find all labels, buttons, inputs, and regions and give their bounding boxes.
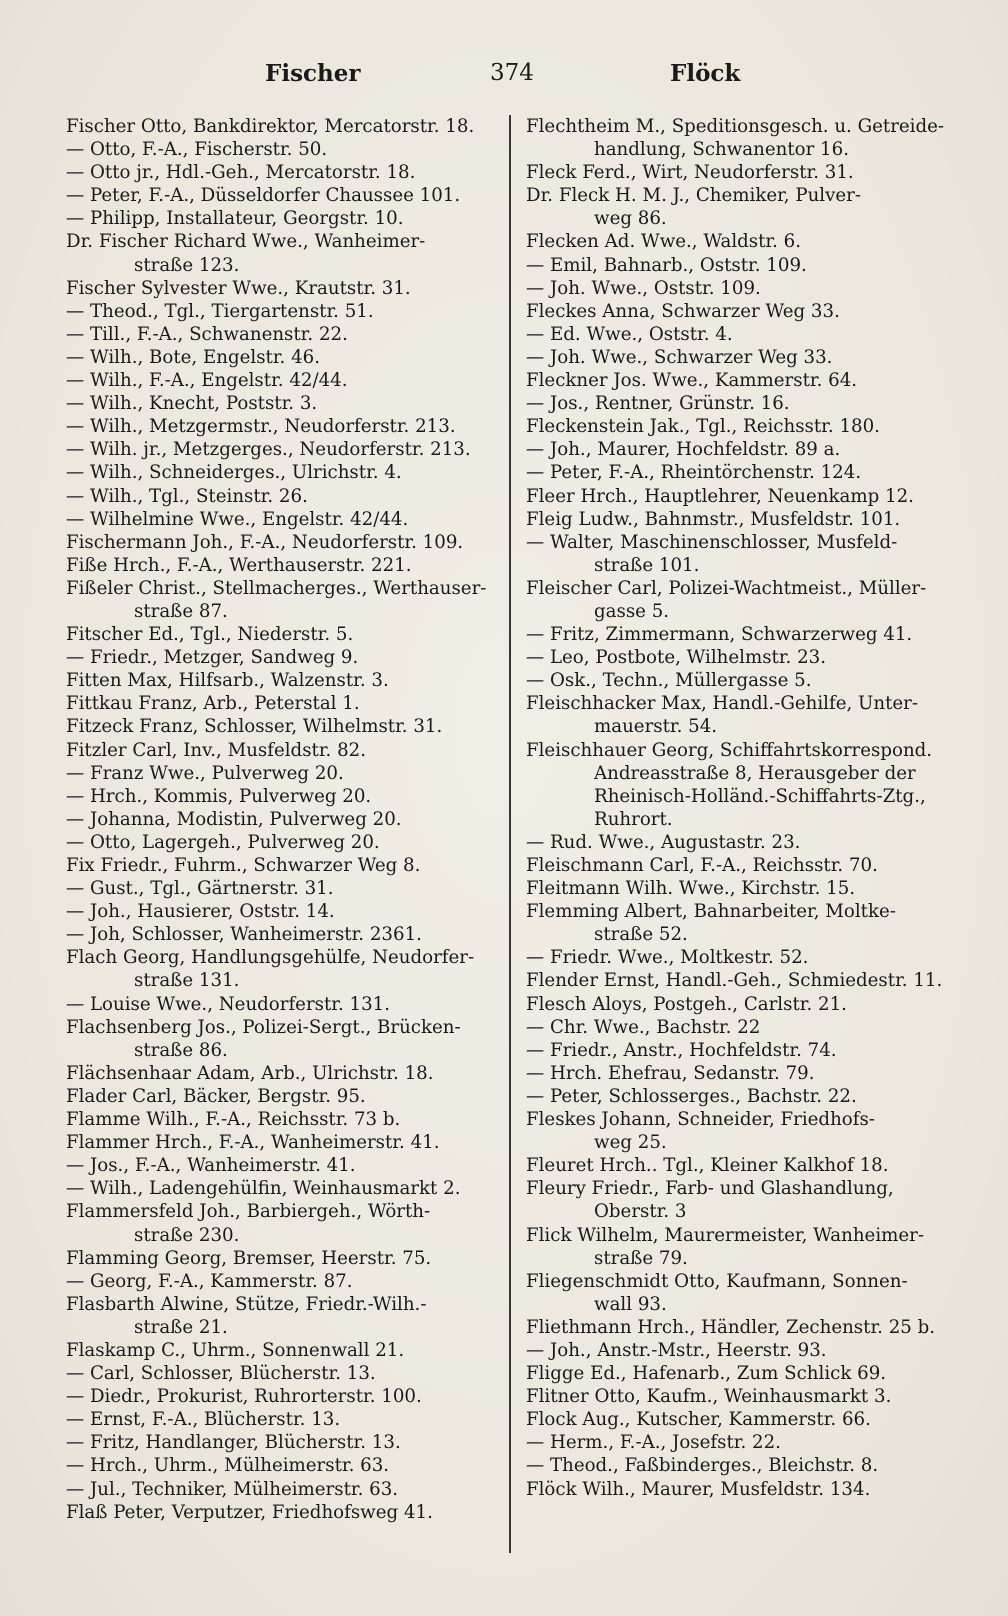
directory-entry: — Otto, F.-A., Fischerstr. 50. xyxy=(66,139,328,161)
header-right-keyword: Flöck xyxy=(670,60,741,87)
directory-entry: — Joh, Schlosser, Wanheimerstr. 2361. xyxy=(66,924,422,946)
directory-entry: — Friedr. Wwe., Moltkestr. 52. xyxy=(526,947,809,969)
directory-entry: Flaskamp C., Uhrm., Sonnenwall 21. xyxy=(66,1339,405,1361)
directory-entry: — Carl, Schlosser, Blücherstr. 13. xyxy=(66,1363,376,1385)
header-left-keyword: Fischer xyxy=(265,60,361,87)
directory-entry: Fliegenschmidt Otto, Kaufmann, Sonnen- xyxy=(526,1270,908,1292)
entry-continuation: straße 230. xyxy=(134,1224,240,1246)
directory-entry: — Friedr., Metzger, Sandweg 9. xyxy=(66,647,359,669)
entry-continuation: Rheinisch-Holländ.-Schiffahrts-Ztg., xyxy=(594,785,926,807)
directory-entry: — Otto jr., Hdl.-Geh., Mercatorstr. 18. xyxy=(66,162,416,184)
directory-entry: Flemming Albert, Bahnarbeiter, Moltke- xyxy=(526,901,896,923)
directory-entry: Fligge Ed., Hafenarb., Zum Schlick 69. xyxy=(526,1363,887,1385)
directory-entry: Flasbarth Alwine, Stütze, Friedr.-Wilh.- xyxy=(66,1293,427,1315)
directory-entry: Flender Ernst, Handl.-Geh., Schmiedestr. 11. xyxy=(526,970,943,992)
directory-entry: Fittkau Franz, Arb., Peterstal 1. xyxy=(66,693,360,715)
entry-continuation: Andreasstraße 8, Herausgeber der xyxy=(594,762,916,784)
left-column xyxy=(66,115,492,1524)
directory-entry: — Hrch. Ehefrau, Sedanstr. 79. xyxy=(526,1062,815,1084)
directory-entry: Fleckner Jos. Wwe., Kammerstr. 64. xyxy=(526,370,858,392)
directory-entry: Fischer Sylvester Wwe., Krautstr. 31. xyxy=(66,277,411,299)
directory-entry: Fleischer Carl, Polizei-Wachtmeist., Müller- xyxy=(526,577,927,599)
directory-entry: Fitzler Carl, Inv., Musfeldstr. 82. xyxy=(66,739,367,761)
directory-entry: — Georg, F.-A., Kammerstr. 87. xyxy=(66,1270,353,1292)
directory-entry: — Ernst, F.-A., Blücherstr. 13. xyxy=(66,1409,341,1431)
entry-continuation: straße 86. xyxy=(134,1039,228,1061)
directory-entry: Flesch Aloys, Postgeh., Carlstr. 21. xyxy=(526,993,847,1015)
directory-entry: — Jos., Rentner, Grünstr. 16. xyxy=(526,393,790,415)
directory-entry: Fitten Max, Hilfsarb., Walzenstr. 3. xyxy=(66,670,389,692)
directory-entry: — Wilh., Bote, Engelstr. 46. xyxy=(66,346,321,368)
directory-entry: Fleck Ferd., Wirt, Neudorferstr. 31. xyxy=(526,162,854,184)
directory-entry: — Wilh., Ladengehülfin, Weinhausmarkt 2. xyxy=(66,1178,461,1200)
directory-entry: Flecken Ad. Wwe., Waldstr. 6. xyxy=(526,231,802,253)
entry-continuation: straße 52. xyxy=(594,924,688,946)
directory-entry: Fleckenstein Jak., Tgl., Reichsstr. 180. xyxy=(526,416,880,438)
directory-entry: — Chr. Wwe., Bachstr. 22 xyxy=(526,1016,761,1038)
directory-entry: Fischer Otto, Bankdirektor, Mercatorstr. 18. xyxy=(66,116,475,137)
directory-entry: — Hrch., Kommis, Pulverweg 20. xyxy=(66,785,372,807)
directory-entry: — Till., F.-A., Schwanenstr. 22. xyxy=(66,323,348,345)
directory-entry: Flachsenberg Jos., Polizei-Sergt., Brücken- xyxy=(66,1016,461,1038)
entry-continuation: straße 123. xyxy=(134,254,240,276)
directory-entry: Fleskes Johann, Schneider, Friedhofs- xyxy=(526,1109,875,1131)
directory-entry: Fleury Friedr., Farb- und Glashandlung, xyxy=(526,1178,894,1200)
right-column xyxy=(526,115,964,1501)
directory-entry: Fliethmann Hrch., Händler, Zechenstr. 25 b. xyxy=(526,1316,936,1338)
directory-entry: — Wilh., Schneiderges., Ulrichstr. 4. xyxy=(66,462,402,484)
directory-entry: Flamme Wilh., F.-A., Reichsstr. 73 b. xyxy=(66,1109,401,1131)
directory-entry: Flammersfeld Joh., Barbiergeh., Wörth- xyxy=(66,1201,431,1223)
page-header xyxy=(60,60,960,100)
directory-entry: — Fritz, Zimmermann, Schwarzerweg 41. xyxy=(526,624,913,646)
directory-entry: — Leo, Postbote, Wilhelmstr. 23. xyxy=(526,647,827,669)
directory-entry: — Joh. Wwe., Schwarzer Weg 33. xyxy=(526,346,833,368)
directory-entry: — Joh. Wwe., Oststr. 109. xyxy=(526,277,761,299)
directory-entry: — Rud. Wwe., Augustastr. 23. xyxy=(526,831,801,853)
directory-entry: Fleckes Anna, Schwarzer Weg 33. xyxy=(526,300,840,322)
entry-continuation: straße 101. xyxy=(594,554,700,576)
entry-continuation: handlung, Schwanentor 16. xyxy=(594,139,849,161)
directory-entry: Fleuret Hrch.. Tgl., Kleiner Kalkhof 18. xyxy=(526,1155,889,1177)
directory-entry: — Wilh., Tgl., Steinstr. 26. xyxy=(66,485,308,507)
directory-entry: — Joh., Anstr.-Mstr., Heerstr. 93. xyxy=(526,1339,827,1361)
directory-entry: — Herm., F.-A., Josefstr. 22. xyxy=(526,1432,781,1454)
directory-entry: Fißeler Christ., Stellmacherges., Werthauser- xyxy=(66,577,487,599)
directory-entry: Flechtheim M., Speditionsgesch. u. Getreide- xyxy=(526,116,945,137)
directory-entry: Fitscher Ed., Tgl., Niederstr. 5. xyxy=(66,624,354,646)
directory-entry: — Friedr., Anstr., Hochfeldstr. 74. xyxy=(526,1039,837,1061)
directory-entry: Flächsenhaar Adam, Arb., Ulrichstr. 18. xyxy=(66,1062,434,1084)
entry-continuation: straße 79. xyxy=(594,1247,688,1269)
entry-continuation: weg 25. xyxy=(594,1132,667,1154)
directory-entry: — Ed. Wwe., Oststr. 4. xyxy=(526,323,733,345)
entry-continuation: straße 87. xyxy=(134,600,228,622)
directory-entry: — Otto, Lagergeh., Pulverweg 20. xyxy=(66,831,380,853)
directory-entry: — Osk., Techn., Müllergasse 5. xyxy=(526,670,812,692)
directory-entry: Dr. Fischer Richard Wwe., Wanheimer- xyxy=(66,231,426,253)
directory-entry: — Fritz, Handlanger, Blücherstr. 13. xyxy=(66,1432,401,1454)
directory-entry: — Hrch., Uhrm., Mülheimerstr. 63. xyxy=(66,1455,390,1477)
entry-continuation: Ruhrort. xyxy=(594,808,673,830)
directory-entry: Flöck Wilh., Maurer, Musfeldstr. 134. xyxy=(526,1478,871,1500)
directory-entry: — Louise Wwe., Neudorferstr. 131. xyxy=(66,993,391,1015)
directory-entry: Fischermann Joh., F.-A., Neudorferstr. 109. xyxy=(66,531,464,553)
directory-entry: Flick Wilhelm, Maurermeister, Wanheimer- xyxy=(526,1224,924,1246)
directory-entry: Flach Georg, Handlungsgehülfe, Neudorfer- xyxy=(66,947,475,969)
column-divider xyxy=(509,115,511,1553)
directory-entry: — Wilhelmine Wwe., Engelstr. 42/44. xyxy=(66,508,409,530)
entry-continuation: mauerstr. 54. xyxy=(594,716,718,738)
directory-entry: — Diedr., Prokurist, Ruhrorterstr. 100. xyxy=(66,1386,422,1408)
directory-entry: — Wilh., Metzgermstr., Neudorferstr. 213. xyxy=(66,416,456,438)
directory-entry: Fleig Ludw., Bahnmstr., Musfeldstr. 101. xyxy=(526,508,901,530)
directory-entry: — Jul., Techniker, Mülheimerstr. 63. xyxy=(66,1478,399,1500)
directory-entry: — Johanna, Modistin, Pulverweg 20. xyxy=(66,808,402,830)
directory-entry: — Wilh. jr., Metzgerges., Neudorferstr. 213. xyxy=(66,439,471,461)
directory-entry: Flamming Georg, Bremser, Heerstr. 75. xyxy=(66,1247,432,1269)
directory-entry: Fleischhauer Georg, Schiffahrtskorrespond. xyxy=(526,739,933,761)
directory-entry: Fix Friedr., Fuhrm., Schwarzer Weg 8. xyxy=(66,855,421,876)
directory-entry: — Joh., Hausierer, Oststr. 14. xyxy=(66,901,335,923)
entry-continuation: straße 21. xyxy=(134,1316,228,1338)
directory-entry: — Jos., F.-A., Wanheimerstr. 41. xyxy=(66,1155,356,1177)
entry-continuation: wall 93. xyxy=(594,1293,667,1315)
entry-continuation: Oberstr. 3 xyxy=(594,1201,687,1223)
page-number: 374 xyxy=(490,60,534,86)
directory-entry: — Theod., Tgl., Tiergartenstr. 51. xyxy=(66,300,374,322)
directory-entry: — Peter, F.-A., Rheintörchenstr. 124. xyxy=(526,462,862,484)
directory-entry: — Joh., Maurer, Hochfeldstr. 89 a. xyxy=(526,439,841,461)
directory-entry: Dr. Fleck H. M. J., Chemiker, Pulver- xyxy=(526,185,861,207)
directory-entry: Flader Carl, Bäcker, Bergstr. 95. xyxy=(66,1085,366,1107)
directory-entry: Fleitmann Wilh. Wwe., Kirchstr. 15. xyxy=(526,878,856,900)
directory-entry: Fleischmann Carl, F.-A., Reichsstr. 70. xyxy=(526,855,878,876)
directory-entry: — Wilh., Knecht, Poststr. 3. xyxy=(66,393,318,415)
directory-entry: — Theod., Faßbinderges., Bleichstr. 8. xyxy=(526,1455,879,1477)
directory-entry: Fleer Hrch., Hauptlehrer, Neuenkamp 12. xyxy=(526,485,914,507)
entry-continuation: weg 86. xyxy=(594,208,667,230)
directory-entry: — Peter, Schlosserges., Bachstr. 22. xyxy=(526,1085,857,1107)
directory-entry: Flammer Hrch., F.-A., Wanheimerstr. 41. xyxy=(66,1132,440,1154)
entry-continuation: gasse 5. xyxy=(594,600,670,622)
directory-entry: Fleischhacker Max, Handl.-Gehilfe, Unter- xyxy=(526,693,918,715)
directory-entry: — Walter, Maschinenschlosser, Musfeld- xyxy=(526,531,898,553)
directory-entry: Flitner Otto, Kaufm., Weinhausmarkt 3. xyxy=(526,1386,892,1408)
directory-entry: — Wilh., F.-A., Engelstr. 42/44. xyxy=(66,370,348,392)
entry-continuation: straße 131. xyxy=(134,970,240,992)
directory-entry: Fiße Hrch., F.-A., Werthauserstr. 221. xyxy=(66,554,412,576)
directory-entry: Flaß Peter, Verputzer, Friedhofsweg 41. xyxy=(66,1501,433,1523)
directory-entry: — Gust., Tgl., Gärtnerstr. 31. xyxy=(66,878,334,900)
directory-entry: — Philipp, Installateur, Georgstr. 10. xyxy=(66,208,404,230)
directory-entry: — Franz Wwe., Pulverweg 20. xyxy=(66,762,344,784)
directory-entry: — Peter, F.-A., Düsseldorfer Chaussee 101. xyxy=(66,185,461,207)
directory-entry: Fitzeck Franz, Schlosser, Wilhelmstr. 31. xyxy=(66,716,443,738)
directory-entry: Flock Aug., Kutscher, Kammerstr. 66. xyxy=(526,1409,871,1431)
directory-entry: — Emil, Bahnarb., Oststr. 109. xyxy=(526,254,807,276)
